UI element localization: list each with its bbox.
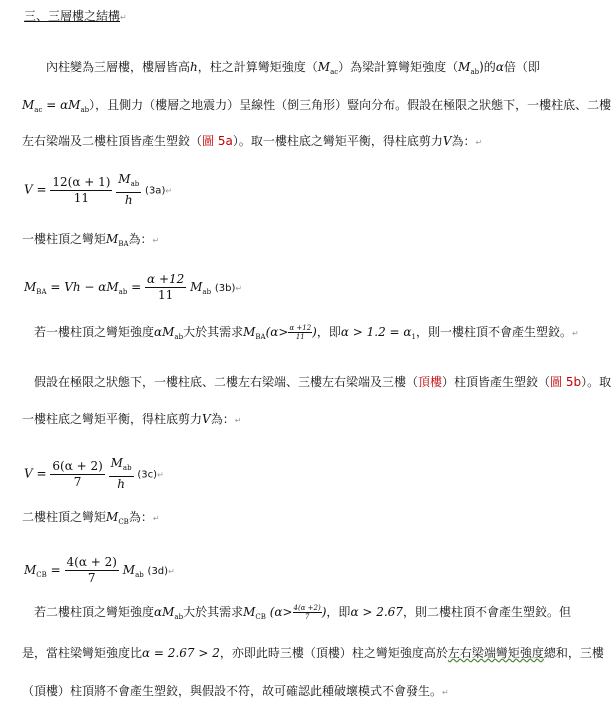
p2-condition: $\alpha > 1.2 = \alpha_1$ [340,325,417,341]
p4-text-a: 若二樓柱頂之彎矩強度 [34,605,155,619]
p2-text-c: ，即 [316,325,341,339]
mcb-intro: 二樓柱頂之彎矩$M_{CB}$為：↵ [22,510,160,526]
paragraph-mark: ↵ [120,13,127,22]
equation-3d: $M_{CB}$ = $\frac{4(\alpha + 2)}{7}$ $M_{ab}$ (3d)↵ [24,555,175,585]
p3-text-c: ）。取 [581,375,611,389]
p3-line1 [34,374,611,390]
sym-alphaMab-2: $\alpha M_{ab}$ [154,605,184,621]
p4-line3: （頂樓）柱頂將不會產生塑鉸，與假設不符，故可確認此種破壞模式不會發生。↵ [22,684,449,698]
p4-text-d: ，則二樓柱頂不會產生塑鉸。但 [402,605,571,619]
sym-MBA: $M_{BA}$ [106,232,129,248]
p1-line3 [22,133,482,151]
p4-text-c: ，即 [326,605,351,619]
p1-text-l2: ），且側力（樓層之地震力）呈線性（倒三角形）豎向分布。假設在極限之狀態下，一樓柱底、二樓 [89,98,611,112]
p4-condition-2: α = 2.67 > 2 [142,646,220,660]
p2-line: 若一樓柱頂之彎矩強度$\alpha M_{ab}$大於其需求$M_{BA}(\alpha>$ $\frac{\alpha +12}{11}$ )，即$\alpha > 1.2 = \alpha_1$，則一樓柱頂不會產生塑鉸。↵ [34,324,579,341]
mba-intro-text: 一樓柱頂之彎矩 [22,232,107,246]
eq3d-lhs: M [24,563,37,577]
equation-3c: V = $\frac{6(\alpha + 2)}{7}$ $\frac{M_{ab}}{h}$ (3c)↵ [24,456,164,491]
eq3c-lhs: V = [24,466,47,481]
p1-line2 [22,97,611,118]
section-heading [24,8,127,26]
p4-text-b: 大於其需求 [183,605,244,619]
p1-text-e: 倍（即 [503,60,540,74]
p1-text-l3c: 為： [451,134,476,148]
eq3d-tag: (3d) [147,566,169,577]
top-floor-note: 頂樓 [418,375,443,389]
p3-line2: 一樓柱底之彎矩平衡，得柱底剪力V為：↵ [22,412,242,426]
eq3c-frac2: $\frac{M_{ab}}{h}$ [110,456,132,491]
eq3a-lhs: V = [24,182,47,197]
sym-h: h [190,60,198,74]
p4-line1 [34,604,571,625]
eq3a-frac2: $\frac{M_{ab}}{h}$ [118,172,140,207]
p4-text-l2a: 是，當柱梁彎矩強度比 [22,646,143,660]
p1-text-l3b: ）。取一樓柱底之彎矩平衡，得柱底剪力 [232,134,443,148]
figure-ref-5b[interactable]: 圖 5b [550,375,582,389]
mcb-intro-text: 二樓柱頂之彎矩 [22,510,107,524]
p2-text-b: 大於其需求 [183,325,244,339]
p4-text-l2b: ，亦即此時三樓（頂樓）柱之彎矩強度高於 [219,646,448,660]
p2-text-a: 若一樓柱頂之彎矩強度 [34,325,155,339]
paragraph-mark: ↵ [475,138,483,147]
figure-ref-5a[interactable]: 圖 5a [202,134,233,148]
p3-text-l2b: 為： [210,412,235,426]
sym-alphaMab: $\alpha M_{ab}$ [154,325,184,341]
p3-text-l2a: 一樓柱底之彎矩平衡，得柱底剪力 [22,412,203,426]
eq3c-frac1: $\frac{6(\alpha + 2)}{7}$ [52,458,103,489]
sym-MCB-2: $M_{CB}$ [243,605,266,621]
mba-intro: 一樓柱頂之彎矩$M_{BA}$為：↵ [22,232,160,248]
eq3b-tag: (3b) [214,283,236,294]
equation-3b: $M_{BA} = Vh - \alpha M_{ab}$ = $\frac{\alpha +12}{11}$ $M_{ab}$ (3b)↵ [24,272,243,302]
p1-text-l3a: 左右梁端及二樓柱頂皆產生塑鉸（ [22,134,203,148]
p1-text-a: 內柱變為三層樓，樓層皆高 [46,60,191,74]
sym-V-2: V [202,412,211,426]
eq3b-frac: $\frac{\alpha +12}{11}$ [147,272,185,302]
eq3b-mid: = Vh − αM [50,280,119,294]
p4-condition-frac: (α> $\frac{4(\alpha +2)}{7}$ ) [265,604,327,621]
eq3b-lhs: M [24,280,37,294]
eq3d-frac: $\frac{4(\alpha + 2)}{7}$ [66,555,117,585]
p2-condition-frac: (α> $\frac{\alpha +12}{11}$ ) [265,324,317,341]
p1-text-d: )的 [479,60,496,74]
p3-text-a: 假設在極限之狀態下，一樓柱底、二樓左右梁端、三樓左右梁端及三樓（ [34,375,419,389]
p4-underlined-phrase: 左右梁端彎矩強度 [447,646,544,660]
sym-alpha: α [495,60,504,74]
eq3c-tag: (3c) [137,469,158,481]
p4-line2 [22,645,604,661]
sym-MCB: $M_{CB}$ [106,510,129,526]
sym-V: V [442,134,452,148]
eq3a-tag: (3a) [145,185,166,197]
p4-text-l2c: 總和，三樓 [543,646,604,660]
eq-Mac-alphaMab: $M_{ac} = \alpha M_{ab}$ [22,98,90,114]
eq3a-frac1: $\frac{12(\alpha + 1)}{11}$ [52,174,111,205]
p1-line1 [46,59,540,80]
sym-Mab: $M_{ab}$ [458,60,480,76]
p4-condition: α > 2.67 [350,605,403,619]
p3-text-b: ）柱頂皆產生塑鉸（ [442,375,551,389]
sym-Mac: $M_{ac}$ [317,60,339,76]
p2-text-d: ，則一樓柱頂不會產生塑鉸。 [416,325,573,339]
equation-3a: V = $\frac{12(\alpha + 1)}{11}$ $\frac{M_{ab}}{h}$ (3a)↵ [24,172,173,207]
p4-text-l3: （頂樓）柱頂將不會產生塑鉸，與假設不符，故可確認此種破壞模式不會發生。 [22,684,443,698]
sym-MBA-2: $M_{BA}$ [243,325,266,341]
p1-text-b: ，柱之計算彎矩強度（ [197,60,318,74]
heading-text: 三、三層樓之結構 [24,9,121,23]
p1-text-c: ）為梁計算彎矩強度（ [338,60,459,74]
